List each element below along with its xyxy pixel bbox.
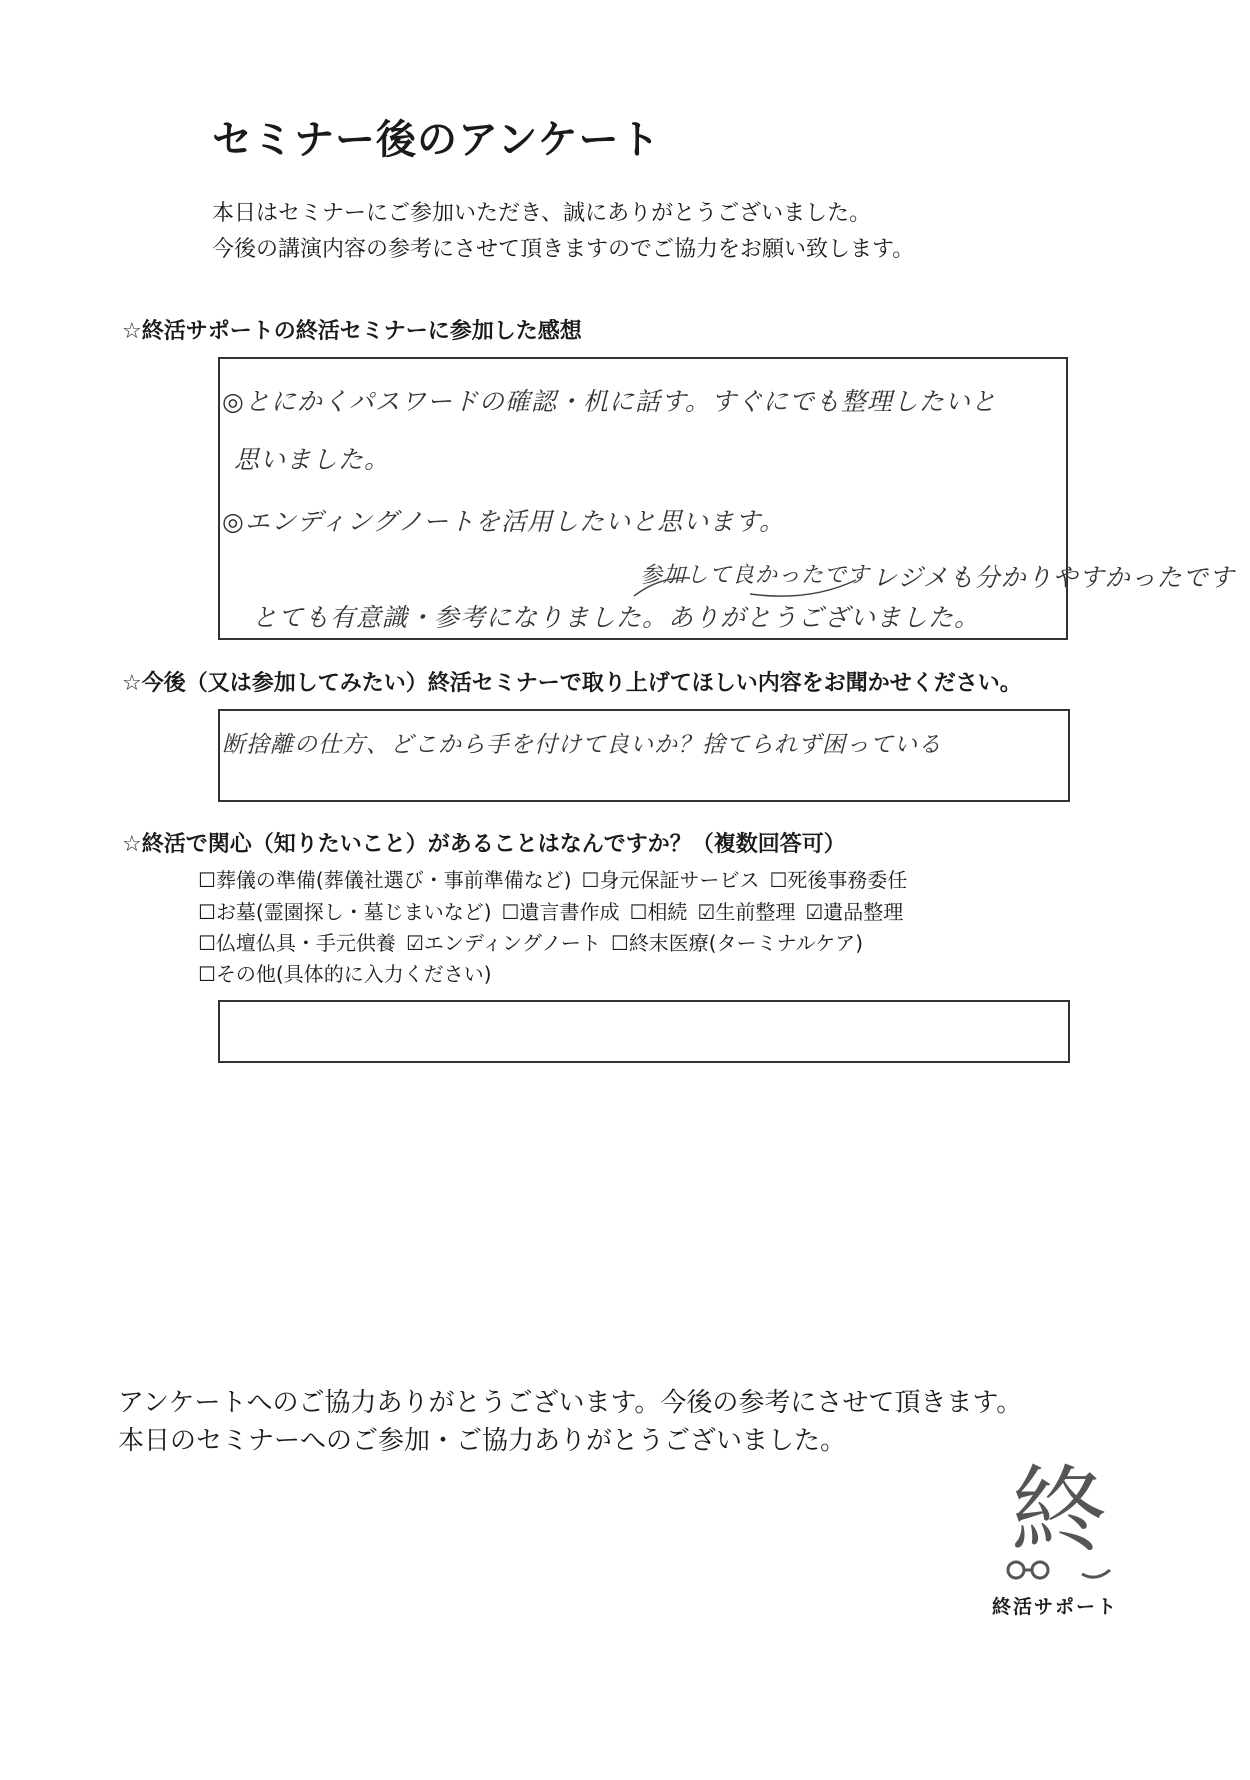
interest-option[interactable] bbox=[198, 900, 492, 924]
interest-option-label: 身元保証サービス bbox=[599, 868, 760, 892]
options-row-3 bbox=[198, 927, 873, 956]
interest-option[interactable] bbox=[629, 900, 687, 924]
checked-checkbox-icon[interactable]: ☑ bbox=[805, 900, 824, 924]
checked-checkbox-icon[interactable]: ☑ bbox=[697, 900, 716, 924]
unchecked-checkbox-icon[interactable]: ☐ bbox=[198, 900, 216, 924]
handwritten-answer-1-note-b: レジメも分かりやすかったです bbox=[872, 563, 1235, 592]
handwritten-answer-2: 断捨離の仕方、どこから手を付けて良いか？捨てられず困っている bbox=[222, 732, 942, 758]
unchecked-checkbox-icon[interactable]: ☐ bbox=[198, 962, 216, 986]
unchecked-checkbox-icon[interactable]: ☐ bbox=[501, 900, 520, 924]
closing-line-2: 本日のセミナーへのご参加・ご協力ありがとうございました。 bbox=[118, 1426, 847, 1456]
interest-option-label: 終末医療(ターミナルケア) bbox=[628, 931, 864, 955]
interest-option-label: 仏壇仏具・手元供養 bbox=[215, 931, 396, 955]
unchecked-checkbox-icon[interactable]: ☐ bbox=[198, 931, 216, 955]
interest-option-label: 生前整理 bbox=[715, 900, 796, 924]
unchecked-checkbox-icon[interactable]: ☐ bbox=[629, 900, 648, 924]
interest-option[interactable] bbox=[805, 900, 903, 924]
interest-option[interactable] bbox=[198, 962, 492, 986]
interest-option[interactable] bbox=[769, 868, 907, 892]
other-answer-box[interactable] bbox=[218, 1000, 1070, 1063]
question-2-heading: ☆今後（又は参加してみたい）終活セミナーで取り上げてほしい内容をお聞かせください。 bbox=[122, 671, 1022, 696]
handwritten-answer-1-line-2: 思いました。 bbox=[234, 445, 391, 474]
unchecked-checkbox-icon[interactable]: ☐ bbox=[769, 868, 788, 892]
interest-option[interactable] bbox=[406, 931, 601, 955]
interest-option-label: 遺言書作成 bbox=[519, 900, 620, 924]
unchecked-checkbox-icon[interactable]: ☐ bbox=[198, 868, 216, 892]
interest-option-label: 葬儀の準備(葬儀社選び・事前準備など) bbox=[215, 868, 572, 892]
shukatsu-support-logo bbox=[974, 1452, 1144, 1592]
intro-line-2: 今後の講演内容の参考にさせて頂きますのでご協力をお願い致します。 bbox=[212, 237, 915, 262]
logo-glyph: 終 bbox=[1011, 1455, 1107, 1567]
checked-checkbox-icon[interactable]: ☑ bbox=[405, 931, 424, 955]
options-row-4 bbox=[198, 958, 502, 987]
interest-option-label: 相続 bbox=[647, 900, 688, 924]
unchecked-checkbox-icon[interactable]: ☐ bbox=[610, 931, 629, 955]
handwritten-answer-1-note-a: 参加して良かったです bbox=[640, 563, 871, 588]
handwritten-answer-1-line-3: ◎エンディングノートを活用したいと思います。 bbox=[222, 507, 786, 536]
intro-line-1: 本日はセミナーにご参加いただき、誠にありがとうございました。 bbox=[212, 201, 872, 226]
interest-option-label: お墓(霊園探し・墓じまいなど) bbox=[215, 900, 492, 924]
options-row-1 bbox=[198, 864, 917, 893]
logo-caption: 終活サポート bbox=[992, 1596, 1119, 1618]
handwritten-answer-1-line-1: ◎とにかくパスワードの確認・机に話す。すぐにでも整理したいと bbox=[222, 387, 997, 416]
unchecked-checkbox-icon[interactable]: ☐ bbox=[581, 868, 600, 892]
interest-option-label: 死後事務委任 bbox=[787, 868, 908, 892]
interest-option-label: エンディングノート bbox=[423, 931, 601, 955]
handwritten-answer-1-line-4: とても有意識・参考になりました。ありがとうございました。 bbox=[252, 603, 981, 632]
interest-option[interactable] bbox=[502, 900, 620, 924]
interest-option[interactable] bbox=[198, 868, 572, 892]
page-title: セミナー後のアンケート bbox=[212, 117, 661, 163]
question-3-heading: ☆終活で関心（知りたいこと）があることはなんですか？（複数回答可） bbox=[122, 832, 846, 857]
closing-line-1: アンケートへのご協力ありがとうございます。今後の参考にさせて頂きます。 bbox=[118, 1388, 1023, 1418]
question-1-heading: ☆終活サポートの終活セミナーに参加した感想 bbox=[122, 319, 582, 344]
interest-option[interactable] bbox=[697, 900, 795, 924]
interest-option-label: その他(具体的に入力ください) bbox=[215, 962, 492, 986]
interest-option-label: 遺品整理 bbox=[823, 900, 904, 924]
interest-option[interactable] bbox=[198, 931, 396, 955]
options-row-2 bbox=[198, 896, 913, 925]
interest-option[interactable] bbox=[611, 931, 863, 955]
interest-option[interactable] bbox=[582, 868, 760, 892]
